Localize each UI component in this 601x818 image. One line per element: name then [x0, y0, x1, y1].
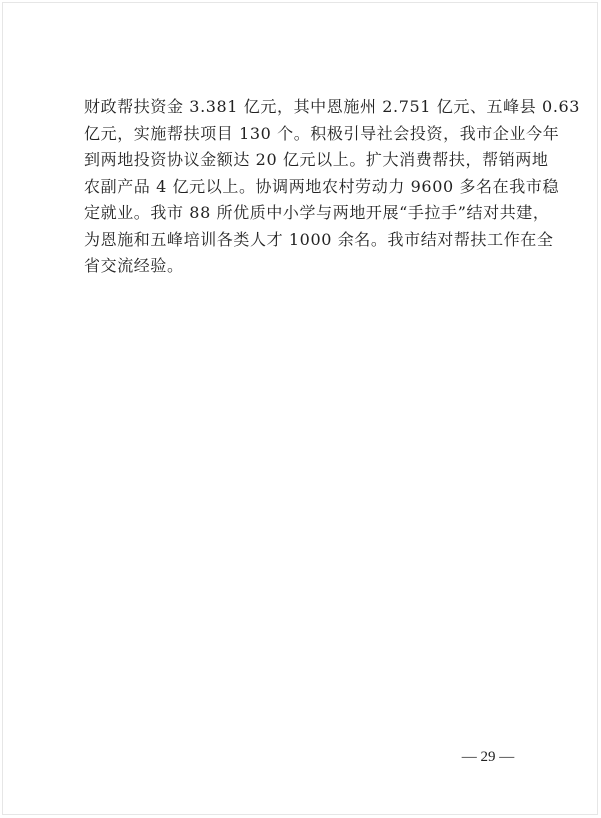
paragraph-line: 财政帮扶资金 3.381 亿元，其中恩施州 2.751 亿元、五峰县 0.63 — [84, 97, 581, 116]
body-paragraph — [84, 94, 581, 280]
page-number: — 29 — — [461, 749, 515, 765]
paragraph-line: 农副产品 4 亿元以上。协调两地农村劳动力 9600 多名在我市稳 — [84, 176, 560, 196]
paragraph-line: 省交流经验。 — [84, 256, 184, 275]
paragraph-line: 到两地投资协议金额达 20 亿元以上。扩大消费帮扶，帮销两地 — [84, 150, 549, 169]
paragraph-line: 为恩施和五峰培训各类人才 1000 余名。我市结对帮扶工作在全 — [84, 229, 554, 249]
paragraph-line: 定就业。我市 88 所优质中小学与两地开展“手拉手”结对共建， — [84, 203, 550, 222]
paragraph-line: 亿元，实施帮扶项目 130 个。积极引导社会投资，我市企业今年 — [84, 123, 560, 143]
